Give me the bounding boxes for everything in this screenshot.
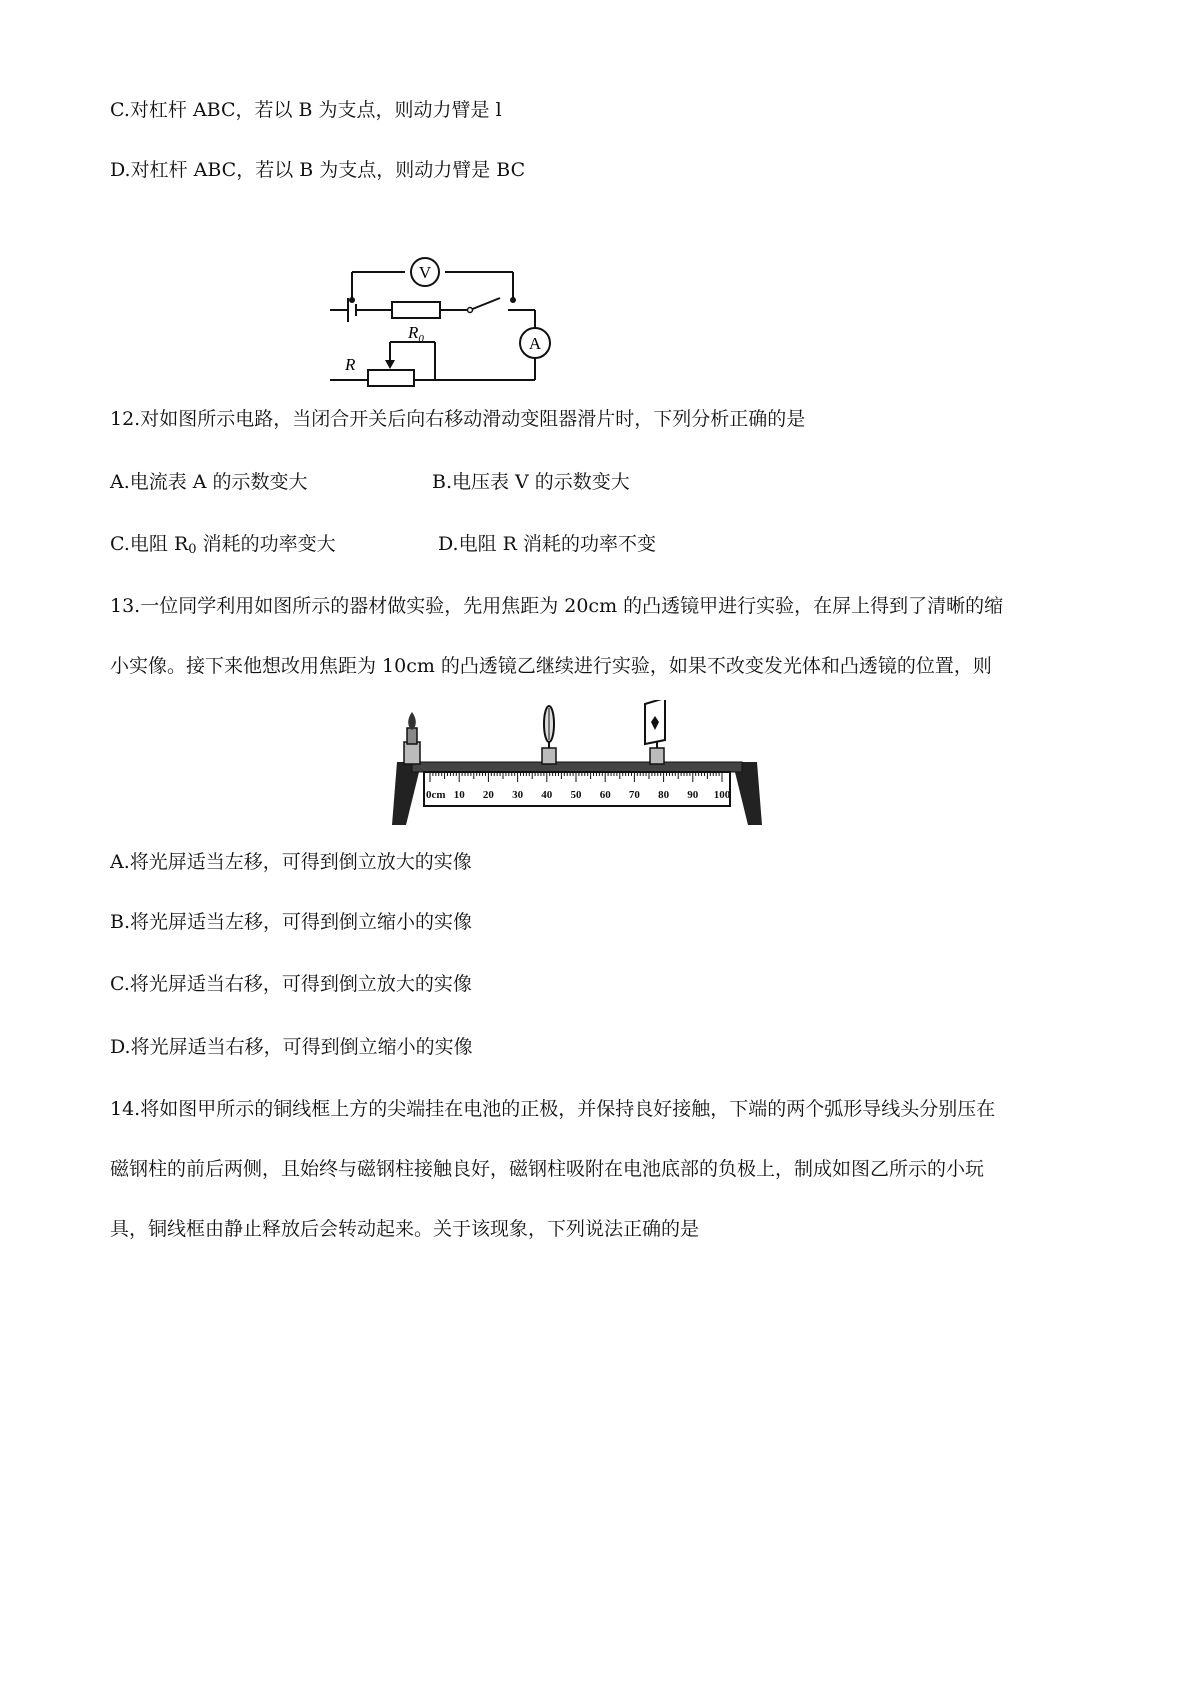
- r0-label: $R_0$: [408, 323, 424, 345]
- screen-holder: [650, 748, 664, 764]
- ruler-tick-label: 50: [570, 789, 582, 801]
- q13-option-c: C.将光屏适当右移，可得到倒立放大的实像: [110, 973, 472, 995]
- q11-option-d: D.对杠杆 ABC，若以 B 为支点，则动力臂是 BC: [110, 159, 526, 181]
- ammeter-label: A: [528, 334, 542, 353]
- ruler-tick-label: 20: [482, 789, 494, 801]
- ruler-tick-label: 70: [628, 789, 640, 801]
- ruler-tick-label: 100: [713, 789, 731, 801]
- ruler-tick-label: 80: [658, 789, 670, 801]
- q12-option-a: A.电流表 A 的示数变大: [110, 471, 308, 493]
- q12-options-cd: [110, 532, 656, 562]
- candle-body: [407, 728, 417, 744]
- ruler-tick-label: 10: [453, 789, 465, 801]
- q14-stem: 14.将如图甲所示的铜线框上方的尖端挂在电池的正极，并保持良好接触，下端的两个弧形导线头分别压在 磁钢柱的前后两侧，且始终与磁钢柱接触良好，磁钢柱吸附在电池底部的负极上，制成如图乙所示的小玩 具，铜线框由静止释放后会转动起来。关于该现象，下列说法正确的是: [110, 1098, 996, 1240]
- ruler-tick-label: 60: [599, 789, 611, 801]
- q12-options-ab: [110, 470, 630, 494]
- ruler-tick-label: 30: [512, 789, 524, 801]
- ruler-tick-label: 40: [541, 789, 553, 801]
- q12-option-b: B.电压表 V 的示数变大: [432, 471, 630, 493]
- q12-stem: 12.对如图所示电路，当闭合开关后向右移动滑动变阻器滑片时，下列分析正确的是: [110, 408, 806, 430]
- ruler-tick-label: 90: [687, 789, 699, 801]
- q13-option-b: B.将光屏适当左移，可得到倒立缩小的实像: [110, 911, 473, 933]
- q11-option-c: C.对杠杆 ABC，若以 B 为支点，则动力臂是 l: [110, 99, 502, 121]
- optical-bench-diagram: [392, 700, 792, 830]
- q12-option-d: D.电阻 R 消耗的功率不变: [438, 533, 656, 555]
- lens-holder: [542, 748, 556, 764]
- ruler-tick-label: 0cm: [426, 789, 446, 801]
- q13-option-a: A.将光屏适当左移，可得到倒立放大的实像: [110, 851, 472, 873]
- r-label: R: [345, 355, 356, 374]
- candle-holder: [404, 742, 420, 764]
- circuit-diagram: [330, 250, 590, 390]
- q12-option-c: C.电阻 $R_0$ 消耗的功率变大: [110, 533, 336, 557]
- q13-stem: 13.一位同学利用如图所示的器材做实验，先用焦距为 20cm 的凸透镜甲进行实验，在屏上得到了清晰的缩 小实像。接下来他想改用焦距为 10cm 的凸透镜乙继续进行实验，如果不改变发光体和凸透镜的位置，则: [110, 595, 1004, 677]
- q13-option-d: D.将光屏适当右移，可得到倒立缩小的实像: [110, 1036, 473, 1058]
- voltmeter-label: V: [418, 263, 432, 282]
- rheostat-slider-arrow: [385, 360, 395, 369]
